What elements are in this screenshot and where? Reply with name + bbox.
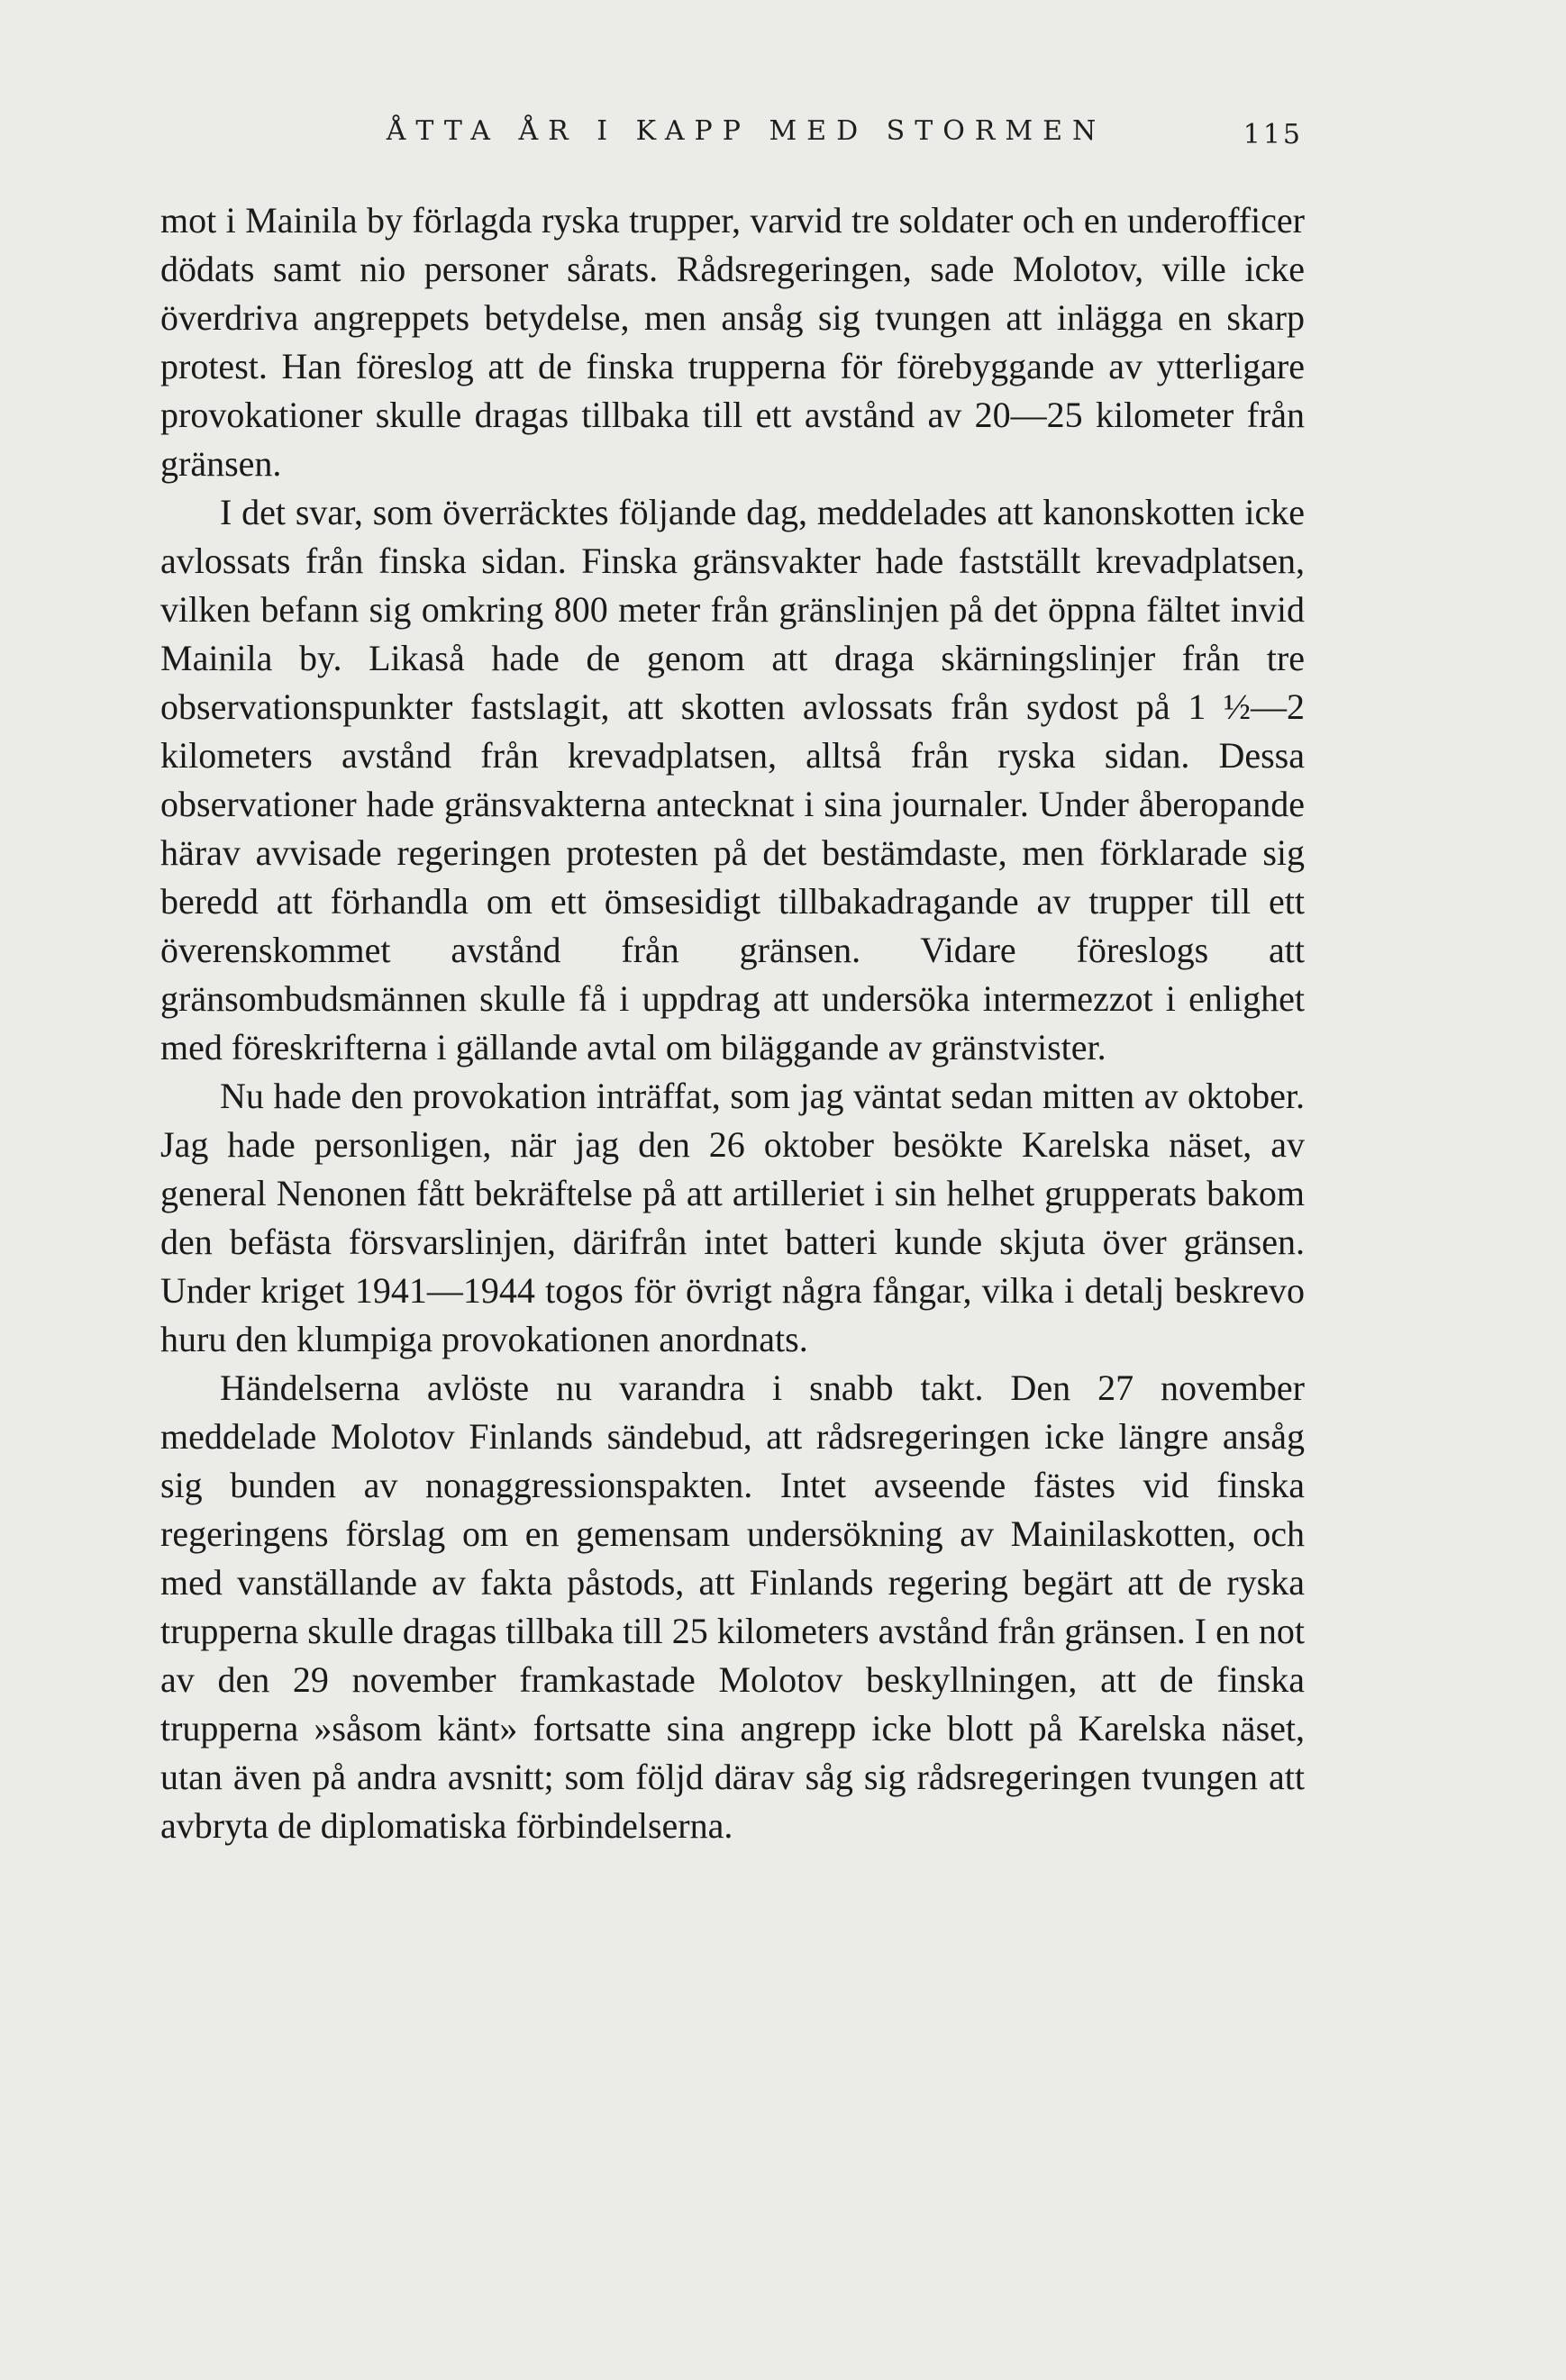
paragraph: Händelserna avlöste nu varandra i snabb takt. Den 27 november meddelade Molotov Finlands sändebud, att rådsregeringen icke längre ansåg sig bunden av nonaggressionspakten. Intet avseende fästes vid finska regeringens förslag om en gemensam undersökning av Mainilaskotten, och med vanställande av fakta påstods, att Finlands regering begärt att de ryska trupperna skulle dragas tillbaka till 25 kilometers avstånd från gränsen. I en not av den 29 november framkastade Molotov beskyllningen, att de finska trupperna »såsom känt» fortsatte sina angrepp icke blott på Karelska näset, utan även på andra avsnitt; som följd därav såg sig rådsregeringen tvungen att avbryta de diplomatiska förbindelserna. [160,1367,1305,1846]
paragraph: I det svar, som överräcktes följande dag, meddelades att kanonskotten icke avlossats från finska sidan. Finska gränsvakter hade fastställt krevadplatsen, vilken befann sig omkring 800 meter från gränslinjen på det öppna fältet invid Mainila by. Likaså hade de genom att draga skärningslinjer från tre observationspunkter fastslagit, att skotten avlossats från sydost på 1 ½—2 kilometers avstånd från krevadplatsen, alltså från ryska sidan. Dessa observationer hade gränsvakterna antecknat i sina journaler. Under åberopande härav avvisade regeringen protesten på det bestämdaste, men förklarade sig beredd att förhandla om ett ömsesidigt tillbakadragande av trupper till ett överenskommet avstånd från gränsen. Vidare föreslogs att gränsombudsmännen skulle få i uppdrag att undersöka intermezzot i enlighet med föreskrifterna i gällande avtal om biläggande av gränstvister. [160,492,1305,1067]
page-header [160,115,1332,160]
body-text [160,196,1305,1850]
paragraph: mot i Mainila by förlagda ryska trupper, varvid tre soldater och en underofficer dödats samt nio personer sårats. Rådsregeringen, sade Molotov, ville icke överdriva angreppets betydelse, men ansåg sig tvungen att inlägga en skarp protest. Han föreslog att de finska trupperna för förebyggande av ytterligare provokationer skulle dragas tillbaka till ett avstånd av 20—25 kilometer från gränsen. [160,200,1305,484]
paragraph: Nu hade den provokation inträffat, som jag väntat sedan mitten av oktober. Jag hade personligen, när jag den 26 oktober besökte Karelska näset, av general Nenonen fått bekräftelse på att artilleriet i sin helhet grupperats bakom den befästa försvarslinjen, därifrån intet batteri kunde skjuta över gränsen. Under kriget 1941—1944 togos för övrigt några fångar, vilka i detalj beskrevo huru den klumpiga provokationen anordnats. [160,1076,1305,1359]
running-title: ÅTTA ÅR I KAPP MED STORMEN [386,115,1106,147]
page-number: 115 [1243,119,1303,150]
